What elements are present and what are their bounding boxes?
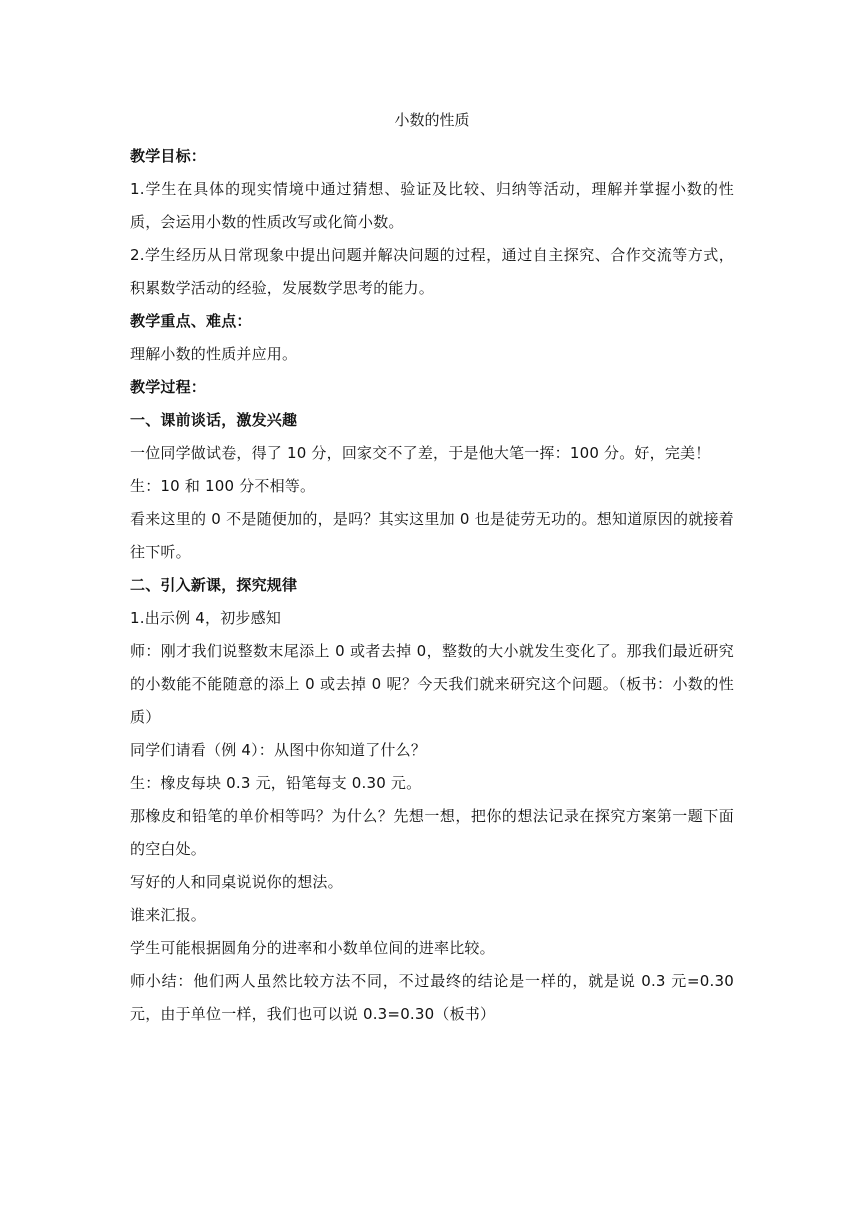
heading-teaching-process: 教学过程： xyxy=(130,378,207,396)
section-2-look-example: 同学们请看（例 4）：从图中你知道了什么？ xyxy=(130,741,427,759)
heading-key-points: 教学重点、难点： xyxy=(130,312,252,330)
section-1-paragraph-story: 一位同学做试卷，得了 10 分，回家交不了差，于是他大笔一挥：100 分。好，完美！ xyxy=(130,444,711,462)
section-2-student-prices: 生：橡皮每块 0.3 元，铅笔每支 0.30 元。 xyxy=(130,774,422,792)
section-1-heading: 一、课前谈话，激发兴趣 xyxy=(130,411,298,429)
section-1-paragraph-zero: 看来这里的 0 不是随便加的，是吗？其实这里加 0 也是徒劳无功的。想知道原因的就接着往下听。 xyxy=(130,510,734,561)
key-points-paragraph: 理解小数的性质并应用。 xyxy=(130,345,298,363)
section-2-step-1: 1.出示例 4，初步感知 xyxy=(130,609,282,627)
document-title: 小数的性质 xyxy=(394,111,470,129)
document-page xyxy=(130,104,734,1031)
section-2-heading: 二、引入新课，探究规律 xyxy=(130,576,298,594)
goal-1-paragraph: 1.学生在具体的现实情境中通过猜想、验证及比较、归纳等活动，理解并掌握小数的性质，会运用小数的性质改写或化简小数。 xyxy=(130,180,734,231)
section-2-discuss: 写好的人和同桌说说你的想法。 xyxy=(130,873,343,891)
goal-2-paragraph: 2.学生经历从日常现象中提出问题并解决问题的过程，通过自主探究、合作交流等方式，积累数学活动的经验，发展数学思考的能力。 xyxy=(130,246,734,297)
section-1-student-answer: 生：10 和 100 分不相等。 xyxy=(130,477,316,495)
heading-teaching-goals: 教学目标： xyxy=(130,147,207,165)
section-2-question-prices: 那橡皮和铅笔的单价相等吗？为什么？先想一想，把你的想法记录在探究方案第一题下面的空白处。 xyxy=(130,807,734,858)
section-2-student-method: 学生可能根据圆角分的进率和小数单位间的进率比较。 xyxy=(130,939,495,957)
section-2-report: 谁来汇报。 xyxy=(130,906,207,924)
section-2-teacher-intro: 师：刚才我们说整数末尾添上 0 或者去掉 0，整数的大小就发生变化了。那我们最近研究的小数能不能随意的添上 0 或去掉 0 呢？今天我们就来研究这个问题。（板书：小数的性质） xyxy=(130,642,734,726)
section-2-teacher-summary: 师小结：他们两人虽然比较方法不同，不过最终的结论是一样的，就是说 0.3 元=0.30 元，由于单位一样，我们也可以说 0.3=0.30（板书） xyxy=(130,972,734,1023)
